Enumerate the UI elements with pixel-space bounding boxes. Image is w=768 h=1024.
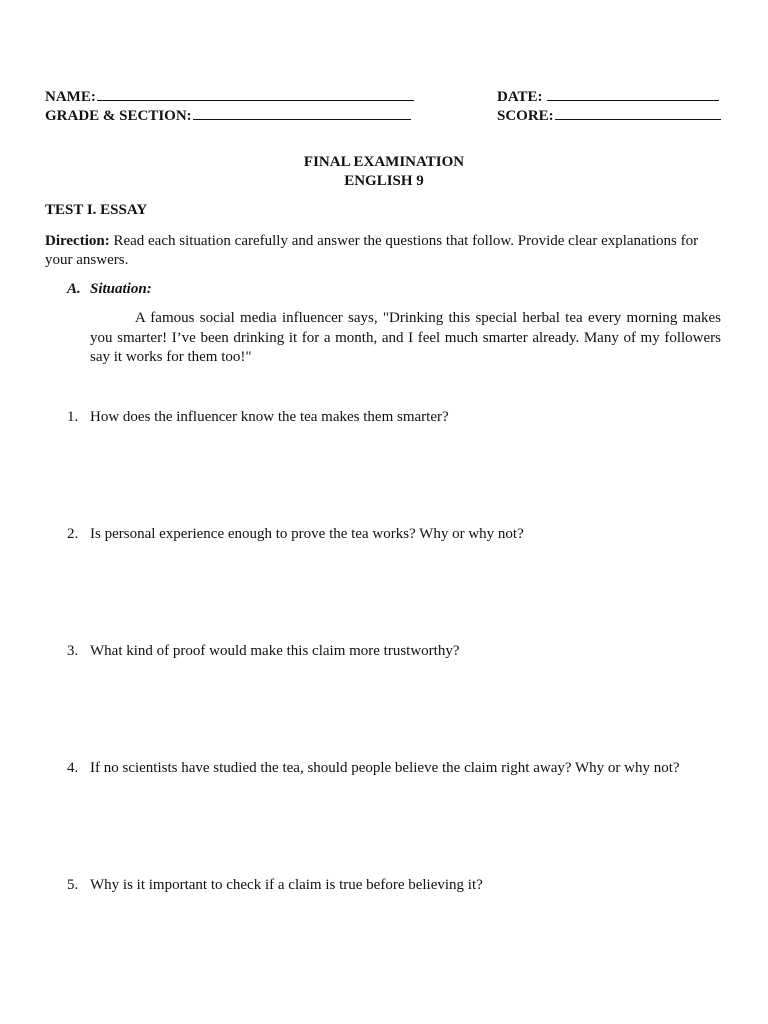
date-blank-line — [547, 85, 719, 101]
question-item — [67, 876, 483, 895]
question-number: 5. — [67, 877, 79, 893]
test-heading: TEST I. ESSAY — [45, 202, 148, 218]
question-item — [67, 759, 680, 778]
score-blank-line — [555, 104, 721, 120]
question-number: 2. — [67, 526, 79, 542]
situation-label: Situation: — [90, 281, 152, 297]
question-text: What kind of proof would make this claim more trustworthy? — [90, 643, 460, 659]
question-text: How does the influencer know the tea makes them smarter? — [90, 409, 449, 425]
situation-paragraph: A famous social media influencer says, "Drinking this special herbal tea every morning makes you smarter! I’ve been drinking it for a month, and I feel much smarter already. Many of my followers say it works for them too!" — [90, 310, 721, 365]
question-text: If no scientists have studied the tea, should people believe the claim right away? Why or why not? — [90, 760, 680, 776]
name-blank-line — [97, 85, 414, 101]
question-number: 4. — [67, 760, 79, 776]
grade-section-field — [45, 104, 411, 126]
score-field — [497, 104, 721, 126]
grade-section-label: GRADE & SECTION: — [45, 108, 192, 124]
question-text: Is personal experience enough to prove the tea works? Why or why not? — [90, 526, 524, 542]
question-item — [67, 408, 449, 427]
exam-subject: ENGLISH 9 — [344, 173, 424, 189]
question-number: 1. — [67, 409, 79, 425]
name-label: NAME: — [45, 89, 96, 105]
score-label: SCORE: — [497, 108, 554, 124]
question-item — [67, 525, 524, 544]
direction-label: Direction: — [45, 233, 110, 249]
question-text: Why is it important to check if a claim is true before believing it? — [90, 877, 483, 893]
question-item — [67, 642, 460, 661]
direction-text: Read each situation carefully and answer the questions that follow. Provide clear explanations for your answers. — [45, 233, 699, 268]
question-number: 3. — [67, 643, 79, 659]
grade-section-blank-line — [193, 104, 411, 120]
situation-letter: A. — [67, 281, 81, 297]
direction-paragraph — [45, 232, 720, 270]
exam-title: FINAL EXAMINATION — [303, 154, 465, 170]
date-label: DATE: — [497, 89, 543, 105]
situation-heading — [67, 281, 152, 298]
